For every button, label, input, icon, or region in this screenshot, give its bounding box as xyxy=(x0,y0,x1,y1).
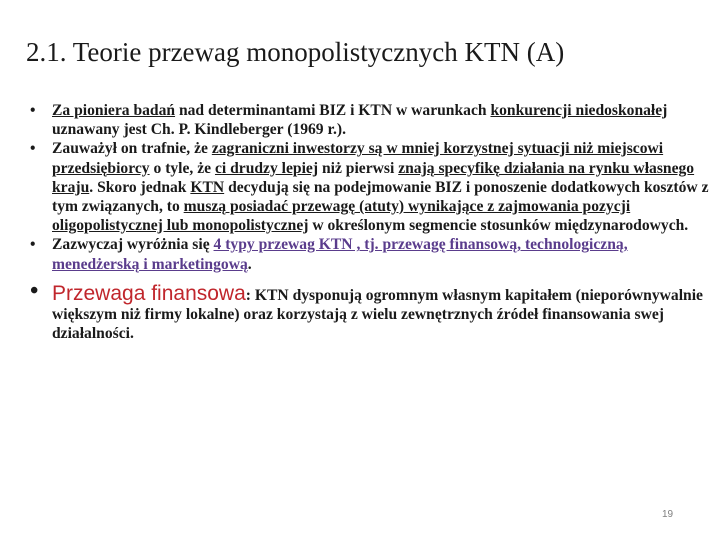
page-number: 19 xyxy=(662,509,674,520)
bullet-text: decydują się na podejmowanie BIZ i ponoszenie dodatkowych kosztów z tym związanych, to xyxy=(52,178,709,216)
bullet-text: uznawany jest Ch. P. Kindleberger (1969 r.). xyxy=(52,121,346,139)
advantage-types-link: 4 typy przewag KTN , tj. przewagę finansową, technologiczną, menedżerską i marketingową xyxy=(52,236,628,273)
bullet-item xyxy=(28,277,712,344)
underlined-text: muszą posiadać przewagę (atuty) wynikające z zajmowania pozycji oligopolistycznej lub monopolistycznej xyxy=(52,198,631,235)
bullet-text: nad determinantami BIZ i KTN w warunkach xyxy=(175,102,491,119)
bullet-text: . xyxy=(247,255,252,273)
bullet-text: : KTN dysponują ogromnym własnym kapitałem (nieporównywalnie większym niż firmy lokalne) oraz korzystają z wielu zewnętrznych źródeł finansowania swej działalności. xyxy=(52,286,703,343)
bullet-dot-icon: • xyxy=(30,277,39,304)
underlined-text: ci drudzy lepiej xyxy=(214,159,319,177)
bullet-dot-icon: • xyxy=(30,236,36,254)
bullet-text: w określonym segmencie stosunków międzynarodowych. xyxy=(308,217,689,235)
underlined-text: KTN xyxy=(190,178,225,196)
bullet-text: Zauważył on trafnie, że xyxy=(52,140,212,158)
bullet-dot-icon: • xyxy=(30,102,36,119)
bullet-list xyxy=(28,101,712,343)
bullet-item xyxy=(28,139,712,235)
bullet-item xyxy=(28,235,712,273)
bullet-text: o tyle, że xyxy=(149,159,215,177)
slide-title: 2.1. Teorie przewag monopolistycznych KTN (A) xyxy=(26,37,565,67)
bullet-item xyxy=(28,101,712,139)
underlined-text: konkurencji niedoskonałej xyxy=(490,102,668,119)
bullet-dot-icon: • xyxy=(30,140,36,158)
underlined-text: zagraniczni inwestorzy są w mniej korzystnej sytuacji niż miejscowi przedsiębiorcy xyxy=(52,140,664,177)
financial-advantage-heading: Przewaga finansowa xyxy=(52,281,246,305)
bullet-text: . Skoro jednak xyxy=(89,178,191,196)
bullet-text: niż pierwsi xyxy=(318,159,399,177)
bullet-text: Zazwyczaj wyróżnia się xyxy=(52,236,214,254)
underlined-text: Za pioniera badań xyxy=(52,102,176,119)
underlined-text: znają specyfikę działania na rynku własnego kraju xyxy=(52,159,695,196)
